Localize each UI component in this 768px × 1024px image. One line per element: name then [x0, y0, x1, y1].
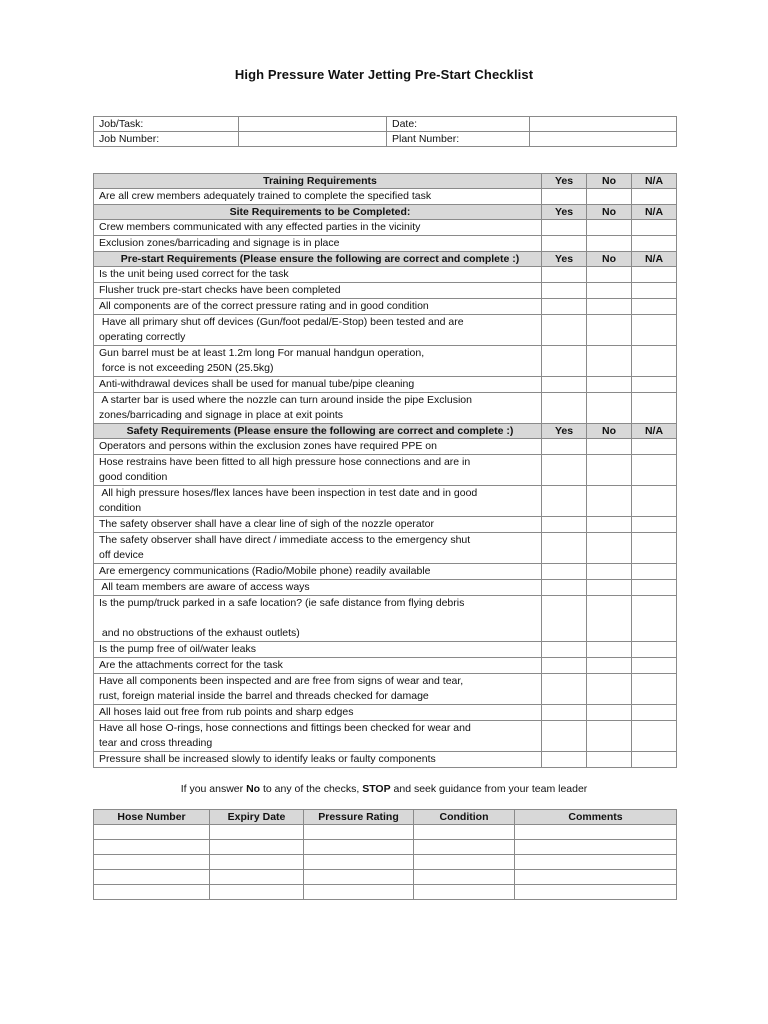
checklist-item-line: Exclusion zones/barricading and signage is in place	[99, 237, 340, 249]
checklist-item-text	[94, 455, 542, 486]
checklist-item-line: Operators and persons within the exclusion zones have required PPE on	[99, 440, 437, 452]
hose-entry-cell[interactable]	[210, 840, 304, 855]
no-checkbox-cell[interactable]	[587, 283, 632, 299]
hose-entry-cell[interactable]	[414, 870, 515, 885]
na-checkbox-cell[interactable]	[632, 377, 677, 393]
checklist-row	[94, 267, 677, 283]
na-checkbox-cell[interactable]	[632, 642, 677, 658]
checklist-row	[94, 642, 677, 658]
checklist-row	[94, 658, 677, 674]
checklist-item-text	[94, 580, 542, 596]
yes-checkbox-cell[interactable]	[542, 564, 587, 580]
checklist-item-line: Is the unit being used correct for the task	[99, 268, 289, 280]
checklist-item-line	[99, 611, 541, 626]
na-checkbox-cell[interactable]	[632, 236, 677, 252]
hose-entry-cell[interactable]	[515, 825, 677, 840]
checklist-row	[94, 220, 677, 236]
na-column-header: N/A	[632, 252, 677, 267]
no-checkbox-cell[interactable]	[587, 517, 632, 533]
yes-checkbox-cell[interactable]	[542, 377, 587, 393]
checklist-item-text	[94, 299, 542, 315]
checklist-row	[94, 283, 677, 299]
checklist-item-text	[94, 315, 542, 346]
na-checkbox-cell[interactable]	[632, 564, 677, 580]
no-column-header: No	[587, 205, 632, 220]
no-checkbox-cell[interactable]	[587, 752, 632, 768]
no-checkbox-cell[interactable]	[587, 533, 632, 564]
yes-column-header: Yes	[542, 424, 587, 439]
checklist-item-text	[94, 267, 542, 283]
na-column-header: N/A	[632, 424, 677, 439]
hose-entry-cell[interactable]	[515, 885, 677, 900]
checklist-item-line: All team members are aware of access ways	[99, 581, 310, 593]
checklist-row	[94, 486, 677, 517]
hose-entry-cell[interactable]	[414, 840, 515, 855]
no-checkbox-cell[interactable]	[587, 346, 632, 377]
checklist-item-line: A starter bar is used where the nozzle can turn around inside the pipe Exclusion	[99, 394, 472, 406]
na-checkbox-cell[interactable]	[632, 220, 677, 236]
no-checkbox-cell[interactable]	[587, 315, 632, 346]
checklist-item-line: and no obstructions of the exhaust outlets)	[99, 627, 300, 639]
na-checkbox-cell[interactable]	[632, 346, 677, 377]
hose-entry-cell[interactable]	[210, 855, 304, 870]
job-task-label: Job/Task:	[94, 117, 239, 132]
checklist-item-line: Is the pump free of oil/water leaks	[99, 643, 256, 655]
checklist-item-line: Have all hose O-rings, hose connections and fittings been checked for wear and	[99, 722, 471, 734]
checklist-row	[94, 752, 677, 768]
notice-text-1: If you answer	[180, 783, 247, 795]
checklist-item-text	[94, 705, 542, 721]
na-checkbox-cell[interactable]	[632, 596, 677, 642]
hose-register-table	[93, 809, 677, 900]
hose-entry-cell[interactable]	[304, 825, 414, 840]
checklist-item-line: The safety observer shall have a clear line of sigh of the nozzle operator	[99, 518, 435, 530]
hose-entry-cell[interactable]	[414, 855, 515, 870]
na-checkbox-cell[interactable]	[632, 299, 677, 315]
yes-checkbox-cell[interactable]	[542, 752, 587, 768]
na-checkbox-cell[interactable]	[632, 658, 677, 674]
hose-entry-cell[interactable]	[94, 855, 210, 870]
yes-checkbox-cell[interactable]	[542, 393, 587, 424]
hose-entry-cell[interactable]	[414, 825, 515, 840]
na-checkbox-cell[interactable]	[632, 393, 677, 424]
checklist-item-line: Are emergency communications (Radio/Mobile phone) readily available	[99, 565, 431, 577]
job-info-table	[93, 116, 677, 147]
checklist-item-text	[94, 439, 542, 455]
section-heading: Site Requirements to be Completed:	[94, 205, 542, 220]
hose-row	[94, 870, 677, 885]
no-checkbox-cell[interactable]	[587, 642, 632, 658]
checklist-item-line: Have all components been inspected and are free from signs of wear and tear,	[99, 675, 464, 687]
na-checkbox-cell[interactable]	[632, 439, 677, 455]
job-number-label: Job Number:	[94, 132, 239, 147]
checklist-item-line: Anti-withdrawal devices shall be used for manual tube/pipe cleaning	[99, 378, 415, 390]
hose-entry-cell[interactable]	[414, 885, 515, 900]
hose-entry-cell[interactable]	[304, 840, 414, 855]
checklist-item-text	[94, 752, 542, 768]
na-checkbox-cell[interactable]	[632, 455, 677, 486]
checklist-item-line: zones/barricading and signage in place at exit points	[99, 409, 343, 421]
checklist-item-line: Pressure shall be increased slowly to identify leaks or faulty components	[99, 753, 436, 765]
checklist-item-text	[94, 393, 542, 424]
no-checkbox-cell[interactable]	[587, 486, 632, 517]
yes-checkbox-cell[interactable]	[542, 315, 587, 346]
na-column-header: N/A	[632, 174, 677, 189]
checklist-item-line: rust, foreign material inside the barrel and threads checked for damage	[99, 690, 429, 702]
na-checkbox-cell[interactable]	[632, 283, 677, 299]
no-checkbox-cell[interactable]	[587, 220, 632, 236]
checklist-row	[94, 315, 677, 346]
checklist-row	[94, 377, 677, 393]
checklist-item-text	[94, 283, 542, 299]
page-title: High Pressure Water Jetting Pre-Start Checklist	[234, 67, 534, 82]
checklist-item-line: Are all crew members adequately trained to complete the specified task	[99, 190, 432, 202]
hose-entry-cell[interactable]	[515, 870, 677, 885]
checklist-item-line: force is not exceeding 250N (25.5kg)	[99, 362, 274, 374]
checklist-item-line: Gun barrel must be at least 1.2m long For manual handgun operation,	[99, 347, 425, 359]
no-checkbox-cell[interactable]	[587, 721, 632, 752]
checklist-row	[94, 564, 677, 580]
yes-checkbox-cell[interactable]	[542, 346, 587, 377]
no-checkbox-cell[interactable]	[587, 658, 632, 674]
no-column-header: No	[587, 174, 632, 189]
yes-checkbox-cell[interactable]	[542, 189, 587, 205]
checklist-row	[94, 236, 677, 252]
checklist-item-text	[94, 533, 542, 564]
checklist-item-text	[94, 674, 542, 705]
na-checkbox-cell[interactable]	[632, 674, 677, 705]
checklist-item-line: tear and cross threading	[99, 737, 213, 749]
section-heading: Pre-start Requirements (Please ensure the following are correct and complete :)	[94, 252, 542, 267]
section-header-row	[94, 205, 677, 220]
date-field[interactable]	[530, 117, 677, 132]
checklist-row	[94, 393, 677, 424]
checklist-row	[94, 299, 677, 315]
checklist-item-line: Crew members communicated with any effected parties in the vicinity	[99, 221, 421, 233]
checklist-item-text	[94, 346, 542, 377]
no-checkbox-cell[interactable]	[587, 455, 632, 486]
na-checkbox-cell[interactable]	[632, 705, 677, 721]
hose-entry-cell[interactable]	[94, 885, 210, 900]
na-checkbox-cell[interactable]	[632, 267, 677, 283]
yes-checkbox-cell[interactable]	[542, 658, 587, 674]
hose-entry-cell[interactable]	[304, 870, 414, 885]
checklist-item-text	[94, 721, 542, 752]
plant-number-label: Plant Number:	[387, 132, 530, 147]
na-checkbox-cell[interactable]	[632, 533, 677, 564]
yes-checkbox-cell[interactable]	[542, 236, 587, 252]
job-number-field[interactable]	[239, 132, 387, 147]
yes-checkbox-cell[interactable]	[542, 267, 587, 283]
yes-checkbox-cell[interactable]	[542, 299, 587, 315]
na-checkbox-cell[interactable]	[632, 517, 677, 533]
no-checkbox-cell[interactable]	[587, 299, 632, 315]
yes-checkbox-cell[interactable]	[542, 642, 587, 658]
hose-column-header: Hose Number	[94, 810, 210, 825]
na-checkbox-cell[interactable]	[632, 315, 677, 346]
na-checkbox-cell[interactable]	[632, 580, 677, 596]
section-header-row	[94, 252, 677, 267]
section-header-row	[94, 424, 677, 439]
no-checkbox-cell[interactable]	[587, 439, 632, 455]
yes-checkbox-cell[interactable]	[542, 721, 587, 752]
yes-checkbox-cell[interactable]	[542, 486, 587, 517]
hose-column-header: Condition	[414, 810, 515, 825]
checklist-item-text	[94, 517, 542, 533]
yes-checkbox-cell[interactable]	[542, 455, 587, 486]
no-checkbox-cell[interactable]	[587, 564, 632, 580]
hose-entry-cell[interactable]	[94, 825, 210, 840]
checklist-row	[94, 346, 677, 377]
checklist-item-line: off device	[99, 549, 144, 561]
checklist-item-text	[94, 596, 542, 642]
hose-entry-cell[interactable]	[210, 870, 304, 885]
section-header-row	[94, 174, 677, 189]
checklist-item-text	[94, 236, 542, 252]
notice-no: No	[246, 783, 261, 795]
checklist-item-line: Have all primary shut off devices (Gun/foot pedal/E-Stop) been tested and are	[99, 316, 464, 328]
na-column-header: N/A	[632, 205, 677, 220]
checklist-row	[94, 517, 677, 533]
no-checkbox-cell[interactable]	[587, 674, 632, 705]
hose-row	[94, 885, 677, 900]
checklist-item-text	[94, 486, 542, 517]
yes-checkbox-cell[interactable]	[542, 533, 587, 564]
hose-entry-cell[interactable]	[210, 885, 304, 900]
hose-row	[94, 855, 677, 870]
no-column-header: No	[587, 252, 632, 267]
checklist-row	[94, 721, 677, 752]
checklist-item-text	[94, 189, 542, 205]
checklist-item-line: All hoses laid out free from rub points and sharp edges	[99, 706, 354, 718]
job-task-field[interactable]	[239, 117, 387, 132]
hose-entry-cell[interactable]	[94, 870, 210, 885]
checklist-item-line: operating correctly	[99, 331, 186, 343]
checklist-item-text	[94, 377, 542, 393]
yes-checkbox-cell[interactable]	[542, 220, 587, 236]
checklist-row	[94, 580, 677, 596]
hose-entry-cell[interactable]	[304, 885, 414, 900]
hose-row	[94, 840, 677, 855]
yes-column-header: Yes	[542, 205, 587, 220]
plant-number-field[interactable]	[530, 132, 677, 147]
hose-entry-cell[interactable]	[304, 855, 414, 870]
checklist-item-line: Are the attachments correct for the task	[99, 659, 283, 671]
date-label: Date:	[387, 117, 530, 132]
yes-checkbox-cell[interactable]	[542, 517, 587, 533]
checklist-item-line: Is the pump/truck parked in a safe location? (ie safe distance from flying debris	[99, 597, 465, 609]
yes-checkbox-cell[interactable]	[542, 439, 587, 455]
hose-entry-cell[interactable]	[94, 840, 210, 855]
checklist-item-line: The safety observer shall have direct / immediate access to the emergency shut	[99, 534, 471, 546]
checklist-row	[94, 189, 677, 205]
yes-checkbox-cell[interactable]	[542, 674, 587, 705]
na-checkbox-cell[interactable]	[632, 721, 677, 752]
checklist-item-text	[94, 642, 542, 658]
notice-text-3: and seek guidance from your team leader	[390, 783, 588, 795]
na-checkbox-cell[interactable]	[632, 752, 677, 768]
no-checkbox-cell[interactable]	[587, 189, 632, 205]
yes-column-header: Yes	[542, 252, 587, 267]
yes-checkbox-cell[interactable]	[542, 596, 587, 642]
hose-column-header: Pressure Rating	[304, 810, 414, 825]
no-checkbox-cell[interactable]	[587, 236, 632, 252]
checklist-item-text	[94, 564, 542, 580]
guidance-notice	[0, 783, 768, 795]
checklist-item-line: Hose restrains have been fitted to all high pressure hose connections and are in	[99, 456, 471, 468]
checklist-item-line: condition	[99, 502, 142, 514]
no-checkbox-cell[interactable]	[587, 580, 632, 596]
hose-column-header: Comments	[515, 810, 677, 825]
notice-stop: STOP	[362, 783, 391, 795]
no-checkbox-cell[interactable]	[587, 267, 632, 283]
na-checkbox-cell[interactable]	[632, 486, 677, 517]
checklist-row	[94, 674, 677, 705]
hose-entry-cell[interactable]	[210, 825, 304, 840]
no-checkbox-cell[interactable]	[587, 705, 632, 721]
checklist-item-line: All components are of the correct pressure rating and in good condition	[99, 300, 429, 312]
checklist-item-line: Flusher truck pre-start checks have been completed	[99, 284, 341, 296]
yes-checkbox-cell[interactable]	[542, 283, 587, 299]
hose-column-header: Expiry Date	[210, 810, 304, 825]
yes-checkbox-cell[interactable]	[542, 705, 587, 721]
yes-column-header: Yes	[542, 174, 587, 189]
checklist-row	[94, 439, 677, 455]
hose-entry-cell[interactable]	[515, 840, 677, 855]
checklist-table	[93, 173, 677, 768]
no-checkbox-cell[interactable]	[587, 596, 632, 642]
section-heading: Training Requirements	[94, 174, 542, 189]
checklist-item-text	[94, 658, 542, 674]
na-checkbox-cell[interactable]	[632, 189, 677, 205]
checklist-row	[94, 533, 677, 564]
no-checkbox-cell[interactable]	[587, 393, 632, 424]
notice-text-2: to any of the checks,	[260, 783, 363, 795]
yes-checkbox-cell[interactable]	[542, 580, 587, 596]
checklist-row	[94, 596, 677, 642]
no-column-header: No	[587, 424, 632, 439]
checklist-row	[94, 705, 677, 721]
section-heading: Safety Requirements (Please ensure the following are correct and complete :)	[94, 424, 542, 439]
hose-row	[94, 825, 677, 840]
checklist-row	[94, 455, 677, 486]
hose-entry-cell[interactable]	[515, 855, 677, 870]
checklist-item-line: All high pressure hoses/flex lances have been inspection in test date and in good	[99, 487, 478, 499]
checklist-item-text	[94, 220, 542, 236]
no-checkbox-cell[interactable]	[587, 377, 632, 393]
checklist-item-line: good condition	[99, 471, 168, 483]
